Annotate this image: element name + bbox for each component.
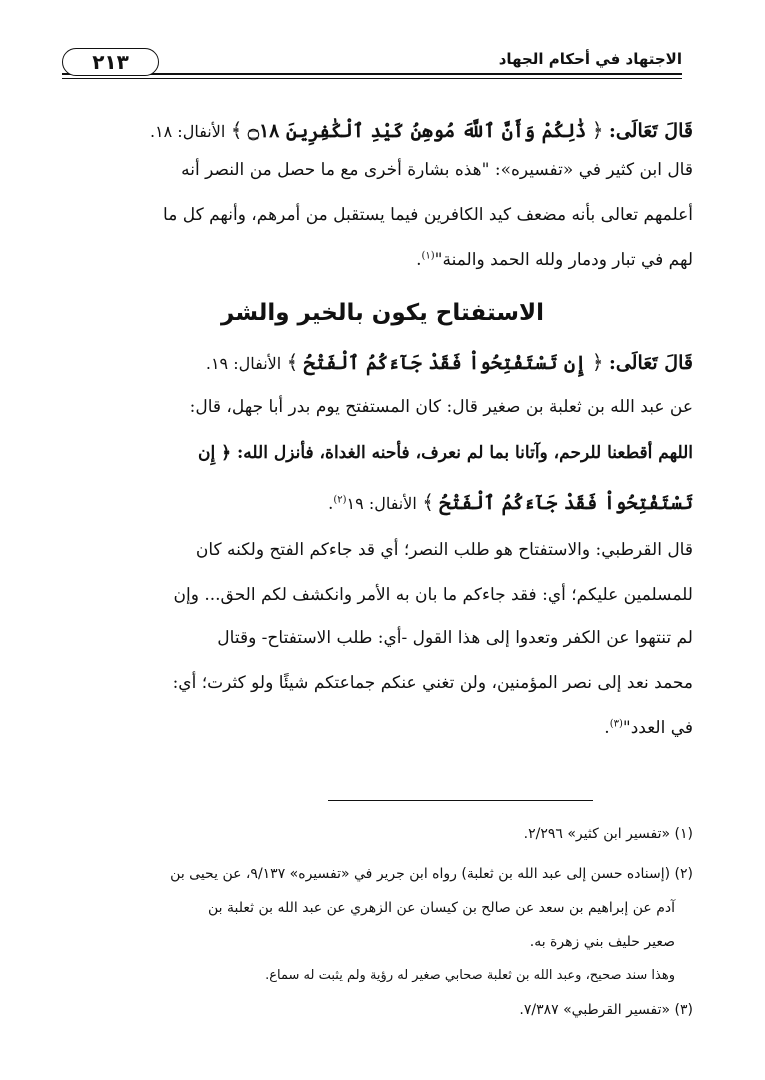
ornate-bracket-close: ﴾ [422,490,434,514]
paragraph-line [73,490,693,514]
paragraph-text: في العدد" [622,718,693,738]
ornate-bracket-close: ﴾ [286,350,299,374]
footnote-marker: (٣) [609,718,623,730]
ornate-bracket-close: ﴾ [230,118,243,142]
verse-reference: الأنفال: ١٩ [346,494,417,513]
paragraph-end: . [327,494,334,514]
ornate-bracket-open: ﴿ [591,350,604,374]
paragraph-text: لهم في تبار ودمار ولله الحمد والمنة" [434,250,693,270]
header-rule-thin [62,78,682,79]
footnote-2-cont: وهذا سند صحيح، وعبد الله بن ثعلبة صحابي صغير له رؤية ولم يثبت له سماع. [265,968,675,983]
paragraph-line: قال ابن كثير في «تفسيره»: "هذه بشارة أخرى مع ما حصل من النصر أنه [181,160,693,180]
quran-verse: ذَٰلِكُمْ وَأَنَّ ٱللَّهَ مُوهِنُ كَيْدِ ٱلْكَٰفِرِينَ ۝١٨ [247,120,587,142]
paragraph-line: اللهم أقطعنا للرحم، وآتانا بما لم نعرف، فأحنه الغداة، فأنزل الله: ﴿ إِن [198,443,693,463]
quran-verse: تَسْتَفْتِحُواْ فَقَدْ جَآءَكُمُ ٱلْفَتْحُ [439,492,693,514]
verse-reference: الأنفال: ١٩. [205,354,282,373]
footnote-3: (٣) «تفسير القرطبي» ٧/٣٨٧. [519,1002,693,1018]
verse-line-1 [73,118,693,142]
ornate-bracket-open: ﴿ [591,118,604,142]
footnote-marker: (١) [421,250,435,262]
paragraph-line: قال القرطبي: والاستفتاح هو طلب النصر؛ أي قد جاءكم الفتح ولكنه كان [195,540,693,560]
verse-line-2 [73,350,693,374]
header-rule [62,73,682,75]
section-heading: الاستفتاح يكون بالخير والشر [221,300,544,326]
footnote-1: (١) «تفسير ابن كثير» ٢/٢٩٦. [523,826,693,842]
page-header [62,40,682,80]
paragraph-end: . [416,250,422,270]
footnote-separator [328,800,593,801]
footnote-2: (٢) (إسناده حسن إلى عبد الله بن ثعلبة) رواه ابن جرير في «تفسيره» ٩/١٣٧، عن يحيى بن [170,866,693,882]
verse-reference: الأنفال: ١٨. [149,122,226,141]
paragraph-line: عن عبد الله بن ثعلبة بن صغير قال: كان المستفتح يوم بدر أبا جهل، قال: [189,397,693,417]
verse-intro: قَالَ تَعَالَى: [608,352,693,374]
paragraph-line: لم تنتهوا عن الكفر وتعدوا إلى هذا القول -أي: طلب الاستفتاح- وقتال [217,628,693,648]
paragraph-line [73,718,693,738]
paragraph-line [73,250,693,270]
paragraph-line: أعلمهم تعالى بأنه مضعف كيد الكافرين فيما يستقبل من أمرهم، وأنهم كل ما [163,205,693,225]
paragraph-end: . [604,718,610,738]
running-title: الاجتهاد في أحكام الجهاد [498,50,682,68]
quran-verse: إِن تَسْتَفْتِحُواْ فَقَدْ جَآءَكُمُ ٱلْفَتْحُ [303,352,587,374]
paragraph-line: محمد نعد إلى نصر المؤمنين، ولن تغني عنكم جماعتكم شيئًا ولو كثرت؛ أي: [172,673,693,693]
footnote-2-cont: آدم عن إبراهيم بن سعد عن صالح بن كيسان عن الزهري عن عبد الله بن ثعلبة بن [208,900,675,916]
page-number: ٢١٣ [62,48,159,76]
footnote-marker: (٢) [333,494,347,506]
paragraph-line: للمسلمين عليكم؛ أي: فقد جاءكم ما بان به الأمر وانكشف لكم الحق... وإن [173,585,693,605]
verse-intro: قَالَ تَعَالَى: [608,120,693,142]
footnote-2-cont: صعير حليف بني زهرة به. [529,934,675,950]
